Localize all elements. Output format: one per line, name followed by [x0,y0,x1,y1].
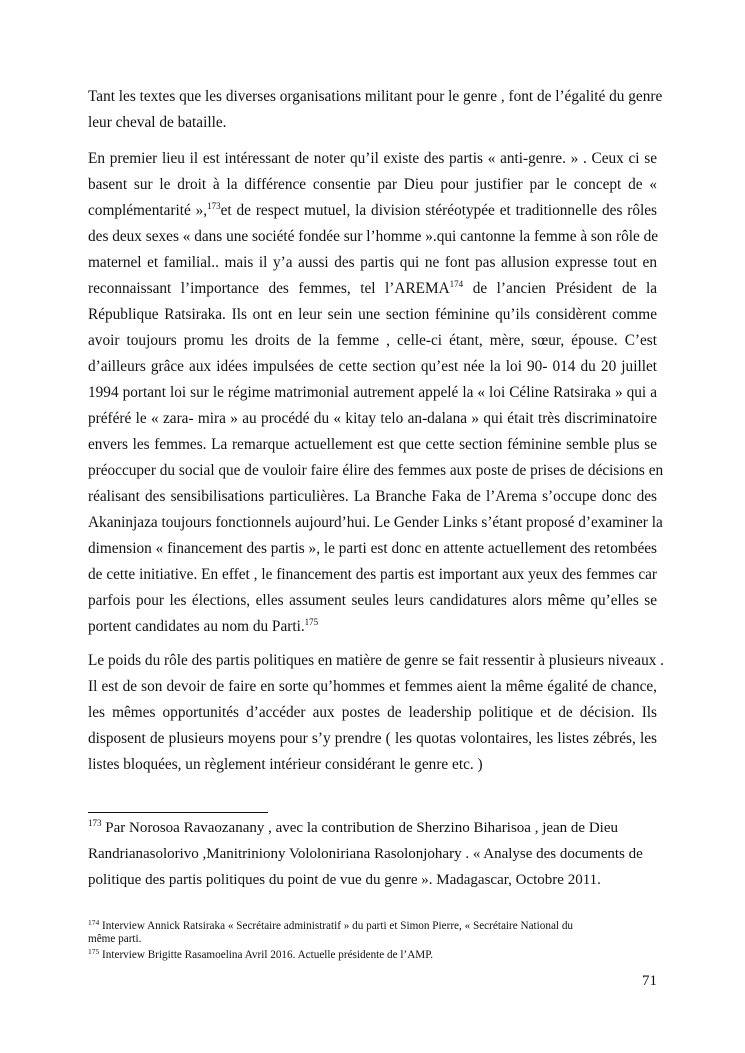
line-text: préoccuper du social que de vouloir faire élire des femmes aux poste de prises de décisions en [88,462,664,479]
line-text: République Ratsiraka. Ils ont en leur sein une section féminine qu’ils considèrent comme [88,306,657,323]
line-text: maternel et familial.. mais il y’a aussi des partis qui ne font pas allusion expresse tout en [88,254,657,271]
paragraph-line [88,149,657,169]
line-text: dimension « financement des partis », le parti est donc en attente actuellement des retombées [88,540,657,557]
page-number: 71 [642,973,657,989]
footnote-text: Interview Brigitte Rasamoelina Avril 2016. Actuelle présidente de l’AMP. [99,949,434,961]
footnote-number: 175 [88,947,100,956]
paragraph-line [88,113,657,133]
paragraph-line [88,487,657,507]
paragraph-line [88,357,657,377]
footnote-ref[interactable]: 173 [207,201,221,211]
line-text: basent sur le droit à la différence consentie par Dieu pour justifier par le concept de « [88,176,657,193]
footnote-number: 174 [88,918,100,927]
line-text: Tant les textes que les diverses organisations militant pour le genre , font de l’égalité du genre [88,88,663,105]
line-text: leur cheval de bataille. [88,114,227,131]
line-text: listes bloquées, un règlement intérieur considérant le genre etc. ) [88,756,483,773]
footnote-175-line [88,949,657,962]
line-text: parfois pour les élections, elles assument seules leurs candidatures alors même qu’elles se [88,592,657,609]
line-text: des deux sexes « dans une société fondée sur l’homme ».qui cantonne la femme à son rôle de [88,228,659,245]
footnote-173-line [88,844,657,864]
paragraph-line [88,651,665,671]
line-text: Akaninjaza toujours fonctionnels aujourd’hui. Le Gender Links s’étant proposé d’examiner la [88,514,663,531]
footnote-ref[interactable]: 175 [304,617,319,627]
line-text: portent candidates au nom du Parti. [88,618,305,635]
paragraph-line [88,253,657,273]
footnote-text: Par Norosoa Ravaozanany , avec la contribution de Sherzino Biharisoa , jean de Dieu [101,820,618,836]
paragraph-line [88,409,657,429]
line-text: de l’ancien Président de la [463,280,657,297]
paragraph-line [88,565,657,585]
paragraph-line [88,87,663,107]
footnote-text: Interview Annick Ratsiraka « Secrétaire administratif » du parti et Simon Pierre, « Secrétaire National du [99,920,574,932]
footnote-173-line [88,870,657,890]
footnote-174-line [88,920,657,933]
line-text: complémentarité », [88,202,208,219]
footnote-text: Randrianasolorivo ,Manitriniony Vololoniriana Rasolonjohary . « Analyse des documents de [88,846,643,862]
line-text: avoir toujours promu les droits de la femme , celle-ci étant, mère, sœur, épouse. C’est [88,332,657,349]
paragraph-line [88,591,657,611]
line-text: disposent de plusieurs moyens pour s’y prendre ( les quotas volontaires, les listes zébrés, les [88,730,657,747]
paragraph-line [88,461,664,481]
footnote-173-line [88,818,657,838]
line-text: et de respect mutuel, la division stéréotypée et traditionnelle des rôles [220,202,657,219]
footnote-number: 173 [88,818,102,828]
paragraph-line [88,331,657,351]
paragraph-line [88,755,657,775]
line-text: Il est de son devoir de faire en sorte qu’hommes et femmes aient la même égalité de chance, [88,678,657,695]
line-text: envers les femmes. La remarque actuellement est que cette section féminine semble plus se [88,436,657,453]
paragraph-line [88,703,657,723]
line-text: En premier lieu il est intéressant de noter qu’il existe des partis « anti-genre. » . Ceux ci se [88,150,657,167]
footnote-174-line [88,933,657,946]
line-text: 1994 portant loi sur le régime matrimonial autrement appelé la « loi Céline Ratsiraka » qui a [88,384,657,401]
footnote-text: même parti. [88,933,142,945]
line-text: préféré le « zara- mira » au procédé du « kitay telo an-dalana » qui était très discriminatoire [88,410,657,427]
line-text: réalisant des sensibilisations particulières. La Branche Faka de l’Arema s’occupe donc des [88,488,657,505]
paragraph-line [88,383,657,403]
paragraph-line [88,305,657,325]
footnote-ref[interactable]: 174 [449,279,464,289]
paragraph-line [88,513,663,533]
footnote-separator [88,812,268,813]
line-text: Le poids du rôle des partis politiques en matière de genre se fait ressentir à plusieurs niveaux . [88,652,665,669]
paragraph-line [88,279,657,299]
paragraph-line [88,227,657,247]
line-text: de cette initiative. En effet , le financement des partis est important aux yeux des femmes car [88,566,657,583]
paragraph-line [88,539,657,559]
paragraph-line [88,677,657,697]
footnote-text: politique des partis politiques du point de vue du genre ». Madagascar, Octobre 2011. [88,872,601,888]
line-text: reconnaissant l’importance des femmes, tel l’AREMA [88,280,450,297]
line-text: d’ailleurs grâce aux idées impulsées de cette section qu’est née la loi 90- 014 du 20 juillet [88,358,657,375]
paragraph-line [88,435,657,455]
paragraph-line [88,201,657,221]
paragraph-line [88,617,657,637]
paragraph-line [88,175,657,195]
line-text: les mêmes opportunités d’accéder aux postes de leadership politique et de décision. Ils [88,704,657,721]
paragraph-line [88,729,657,749]
